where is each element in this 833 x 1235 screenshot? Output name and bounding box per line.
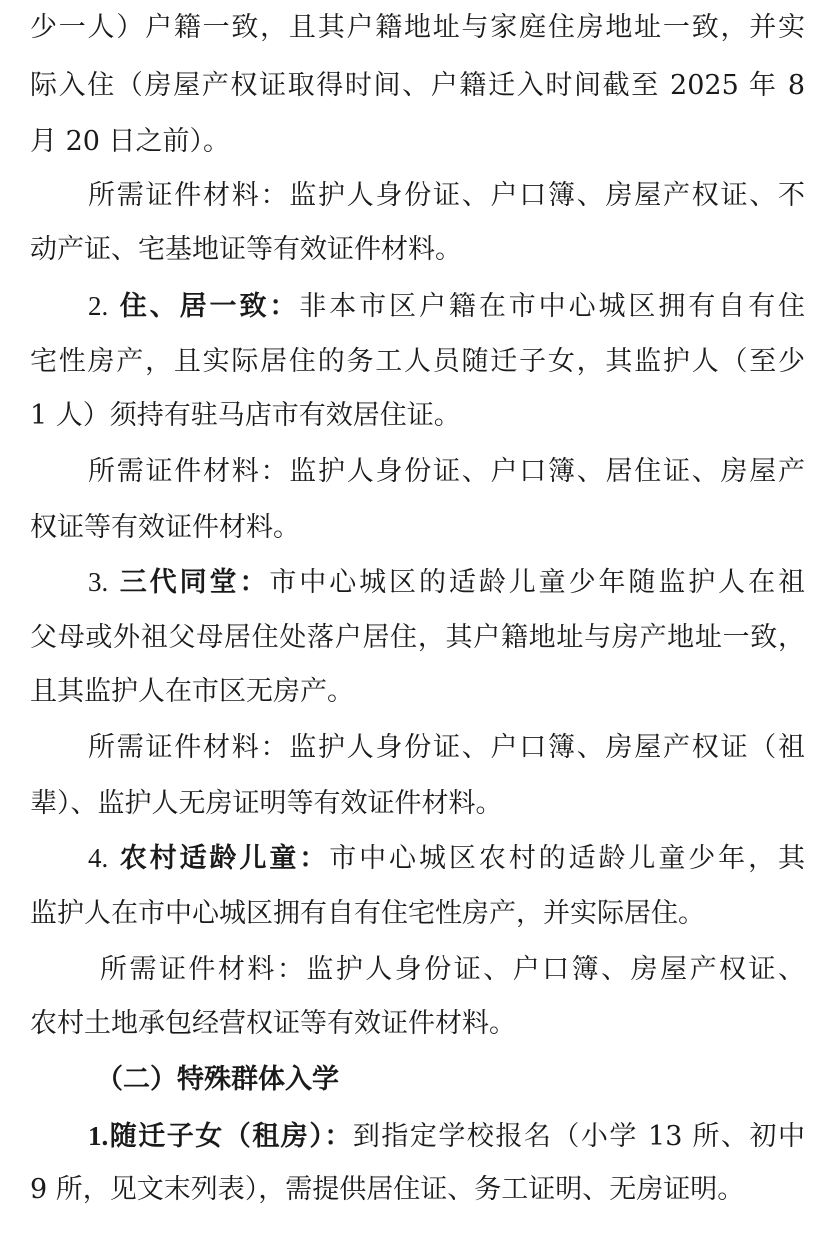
list-item-text: 市中心城区的适龄儿童少年随监护人在祖 [269,567,806,598]
list-item-title: 三代同堂： [119,567,270,598]
paragraph-line: 际入住（房屋产权证取得时间、户籍迁入时间截至 2025 年 8 [30,70,805,101]
list-item-2-line [88,286,805,326]
paragraph-line: 监护人在市中心城区拥有自有住宅性房产，并实际居住。 [30,898,705,929]
list-item-text: 到指定学校报名（小学 13 所、初中 [352,1121,805,1152]
paragraph-line: 少一人）户籍一致，且其户籍地址与家庭住房地址一致，并实 [30,12,805,43]
paragraph-line: 所需证件材料：监护人身份证、户口簿、房屋产权证（祖 [88,732,805,763]
list-number: 2. [88,291,109,321]
list-item-title: 随迁子女（租房）： [108,1121,353,1152]
paragraph-line: 且其监护人在市区无房产。 [30,676,354,707]
section-heading: （二）特殊群体入学 [96,1064,339,1095]
list-item-3-line [88,562,805,602]
paragraph-line: 父母或外祖父母居住处落户居住，其户籍地址与房产地址一致， [30,622,805,653]
paragraph-line: 宅性房产，且实际居住的务工人员随迁子女，其监护人（至少 [30,346,805,377]
paragraph-line: 辈）、监护人无房证明等有效证件材料。 [30,788,503,819]
paragraph-line: 所需证件材料：监护人身份证、户口簿、房屋产权证、 [100,954,805,985]
paragraph-line: 所需证件材料：监护人身份证、户口簿、房屋产权证、不 [88,180,805,211]
list-item-title: 农村适龄儿童： [119,843,330,874]
paragraph-line: 农村土地承包经营权证等有效证件材料。 [30,1008,516,1039]
paragraph-line: 1 人）须持有驻马店市有效居住证。 [30,400,461,431]
paragraph-line: 月 20 日之前）。 [30,126,231,157]
paragraph-line: 动产证、宅基地证等有效证件材料。 [30,234,462,265]
list-item-1-line [88,1116,805,1156]
list-item-text: 非本市区户籍在市中心城区拥有自有住 [299,291,806,322]
list-number: 4. [88,843,109,873]
paragraph-line: 权证等有效证件材料。 [30,512,300,543]
paragraph-line: 所需证件材料：监护人身份证、户口簿、居住证、房屋产 [88,456,805,487]
list-item-4-line [88,838,805,878]
list-item-text: 市中心城区农村的适龄儿童少年，其 [329,843,806,874]
paragraph-line: 9 所，见文末列表），需提供居住证、务工证明、无房证明。 [30,1174,745,1205]
list-number: 1. [88,1121,109,1151]
list-item-title: 住、居一致： [119,291,300,322]
list-number: 3. [88,567,109,597]
